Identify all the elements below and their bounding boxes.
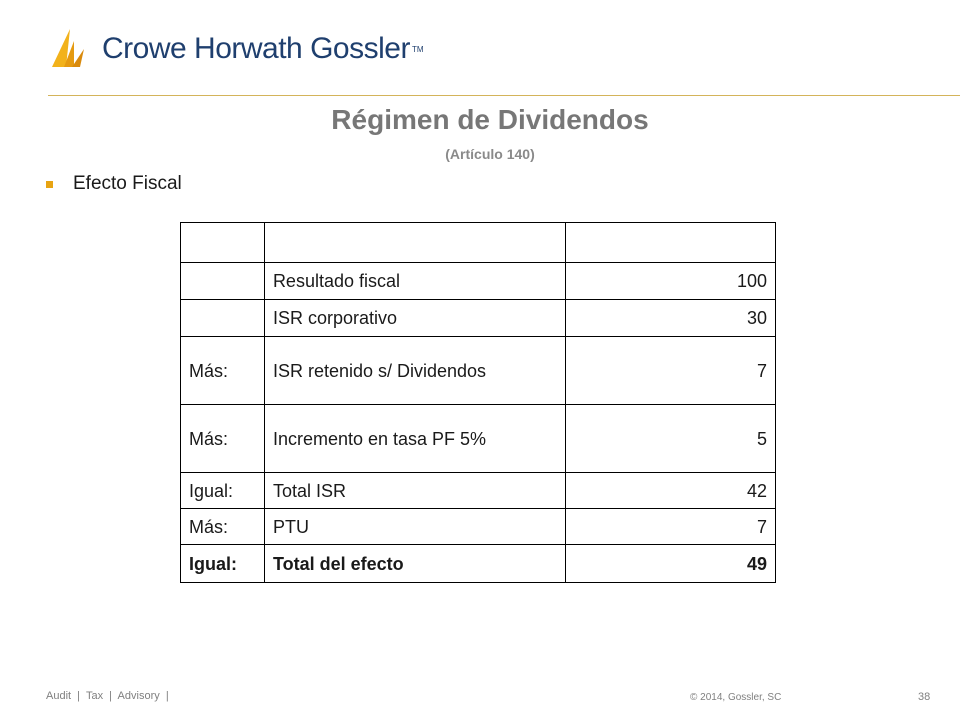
bullet-text: Efecto Fiscal [73, 173, 182, 194]
table-total-row [181, 545, 776, 583]
fiscal-effect-table [180, 222, 776, 583]
logo-trademark: TM [411, 44, 424, 54]
table-cell-concept: ISR retenido s/ Dividendos [264, 337, 565, 405]
slide-title: Régimen de Dividendos [331, 104, 649, 135]
footer-services: Audit | Tax | Advisory | [46, 690, 169, 702]
header-divider [48, 95, 960, 96]
table-cell-label: Más: [181, 405, 265, 473]
table-cell-label [181, 223, 265, 263]
table-cell-amount: 49 [566, 545, 776, 583]
table-cell-concept: Total ISR [264, 473, 565, 509]
table-cell-concept: Total del efecto [264, 545, 565, 583]
square-bullet-icon [46, 181, 53, 188]
table-cell-amount: 5 [566, 405, 776, 473]
table-cell-label [181, 263, 265, 300]
table-cell-label: Igual: [181, 545, 265, 583]
table-cell-amount: 30 [566, 300, 776, 337]
table-cell-amount [566, 223, 776, 263]
table-cell-amount: 42 [566, 473, 776, 509]
table-cell-concept: ISR corporativo [264, 300, 565, 337]
table-cell-label: Más: [181, 509, 265, 545]
logo-text: Crowe Horwath Gossler [102, 32, 410, 65]
table-row [181, 509, 776, 545]
table-row [181, 300, 776, 337]
table-cell-amount: 7 [566, 509, 776, 545]
bullet-item [46, 173, 182, 195]
table-cell-amount: 100 [566, 263, 776, 300]
crowe-flame-icon [50, 27, 94, 71]
table-row [181, 405, 776, 473]
company-logo [50, 26, 424, 72]
table-row [181, 223, 776, 263]
table-cell-concept: PTU [264, 509, 565, 545]
table-row [181, 263, 776, 300]
table-cell-label [181, 300, 265, 337]
slide-subtitle: (Artículo 140) [445, 146, 535, 162]
table-row [181, 473, 776, 509]
page-number: 38 [918, 691, 931, 703]
table-cell-concept: Incremento en tasa PF 5% [264, 405, 565, 473]
table-cell-label: Igual: [181, 473, 265, 509]
table-row [181, 337, 776, 405]
table-cell-concept: Resultado fiscal [264, 263, 565, 300]
table-cell-amount: 7 [566, 337, 776, 405]
table-cell-label: Más: [181, 337, 265, 405]
table-cell-concept [264, 223, 565, 263]
footer-copyright: © 2014, Gossler, SC [690, 692, 782, 703]
